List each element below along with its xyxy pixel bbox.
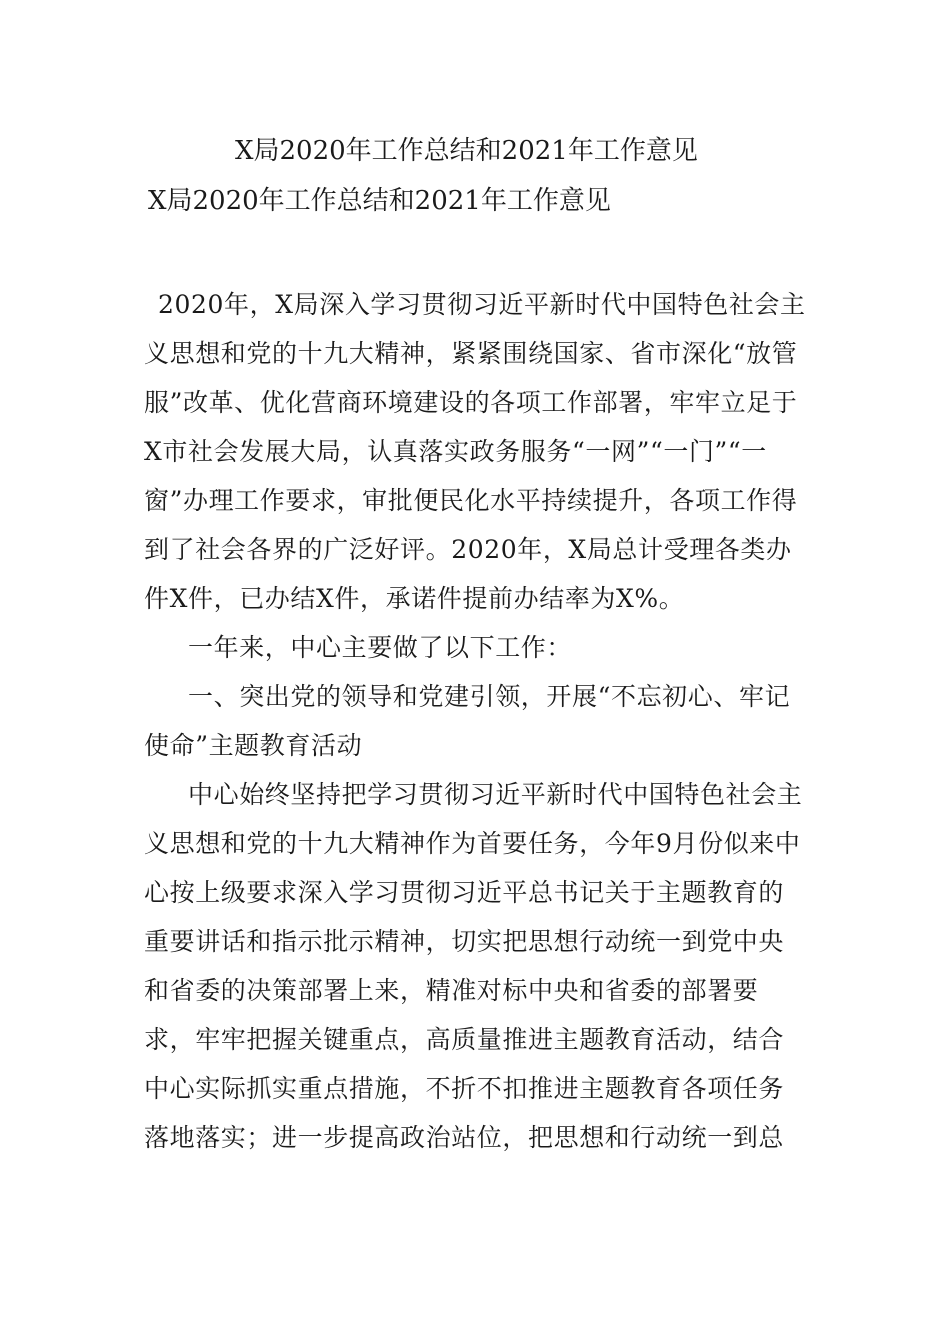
document-body (144, 280, 808, 1162)
paragraph-intro: 一年来，中心主要做了以下工作： (188, 633, 573, 662)
paragraph-section-1: 中心始终坚持把学习贯彻习近平新时代中国特色社会主义思想和党的十九大精神作为首要任务，今年9月份似来中心按上级要求深入学习贯彻习近平总书记关于主题教育的重要讲话和指示批示精神，切实把思想行动统一到党中央和省委的决策部署上来，精准对标中央和省委的部署要求，牢牢把握关键重点，高质量推进主题教育活动，结合中心实际抓实重点措施，不折不扣推进主题教育各项任务落地落实；进一步提高政治站位，把思想和行动统一到总 (144, 780, 803, 1152)
document-title: X局2020年工作总结和2021年工作意见 (235, 136, 698, 166)
paragraph-summary: 2020年，X局深入学习贯彻习近平新时代中国特色社会主义思想和党的十九大精神，紧紧围绕国家、省市深化“放管服”改革、优化营商环境建设的各项工作部署，牢牢立足于X市社会发展大局，认真落实政务服务“一网”“一门”“一窗”办理工作要求，审批便民化水平持续提升，各项工作得到了社会各界的广泛好评。2020年，X局总计受理各类办件X件，已办结X件，承诺件提前办结率为X%。 (144, 290, 806, 613)
document-title-repeat: X局2020年工作总结和2021年工作意见 (148, 186, 611, 216)
section-heading-1: 一、突出党的领导和党建引领，开展“不忘初心、牢记使命”主题教育活动 (144, 682, 791, 760)
